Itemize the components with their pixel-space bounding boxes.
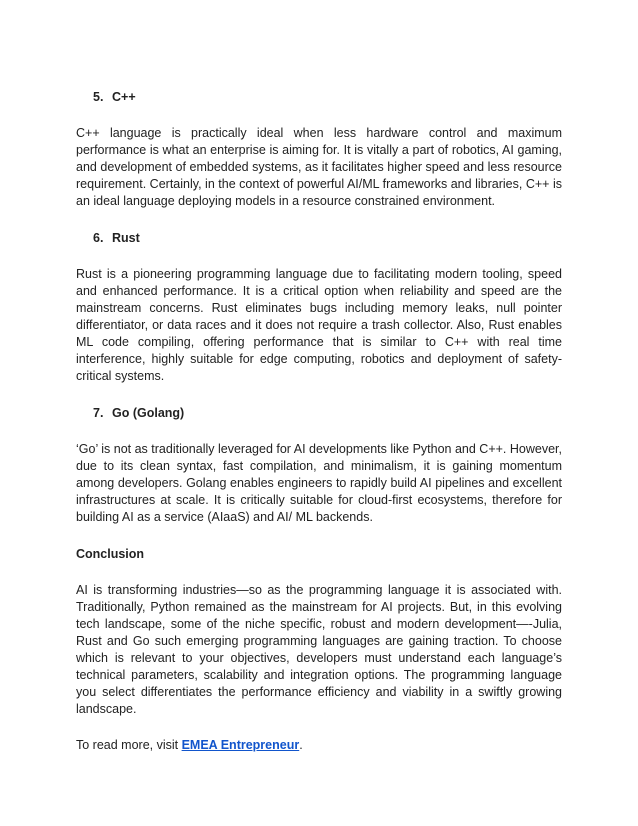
section-body-rust: Rust is a pioneering programming language due to facilitating modern tooling, speed and enhanced performance. It is a critical option when reliability and speed are the mainstream concerns. Rust eliminates bugs including memory leaks, null pointer differentiator, or data races and it does not require a trash collector. Also, Rust enables ML code compiling, offering performance that is similar to C++ with real time interference, highly suitable for edge computing, robotics and deployment of safety-critical systems. <box>76 267 562 383</box>
read-more-line <box>76 737 562 754</box>
section-heading-rust <box>76 229 562 247</box>
section-body-cpp: C++ language is practically ideal when less hardware control and maximum performance is what an enterprise is aiming for. It is vitally a part of robotics, AI gaming, and development of embedded systems, as it facilitates higher speed and less resource requirement. Certainly, in the context of powerful AI/ML frameworks and libraries, C++ is an ideal language deploying models in a resource constrained environment. <box>76 126 562 208</box>
section-body-go: ‘Go’ is not as traditionally leveraged for AI developments like Python and C++. However, due to its clean syntax, fast compilation, and minimalism, it is gaining momentum among developers. Golang enables engineers to rapidly build AI pipelines and excellent infrastructures at scale. It is critically suitable for cloud-first ecosystems, therefore for building AI as a service (AIaaS) and AI/ ML backends. <box>76 442 562 524</box>
emea-entrepreneur-link[interactable]: EMEA Entrepreneur <box>181 738 300 752</box>
section-title: Go (Golang) <box>112 406 185 420</box>
section-number: 6. <box>93 231 104 245</box>
document-page <box>76 88 562 754</box>
section-title: C++ <box>112 90 136 104</box>
read-more-suffix: . <box>299 738 303 752</box>
section-number: 5. <box>93 90 104 104</box>
section-heading-cpp <box>76 88 562 106</box>
read-more-prefix: To read more, visit <box>76 738 182 752</box>
section-heading-go <box>76 404 562 422</box>
conclusion-heading: Conclusion <box>76 547 145 561</box>
conclusion-body: AI is transforming industries—so as the programming language it is associated with. Traditionally, Python remained as the mainstream for AI projects. But, in this evolving tech landscape, some of the niche specific, robust and modern development—-Julia, Rust and Go such emerging programming languages are gaining traction. To choose which is relevant to your objectives, developers must understand each language’s technical parameters, scalability and integration options. The programming language you select differentiates the performance efficiency and viability in a swiftly growing landscape. <box>76 583 562 716</box>
section-number: 7. <box>93 406 104 420</box>
section-title: Rust <box>112 231 140 245</box>
